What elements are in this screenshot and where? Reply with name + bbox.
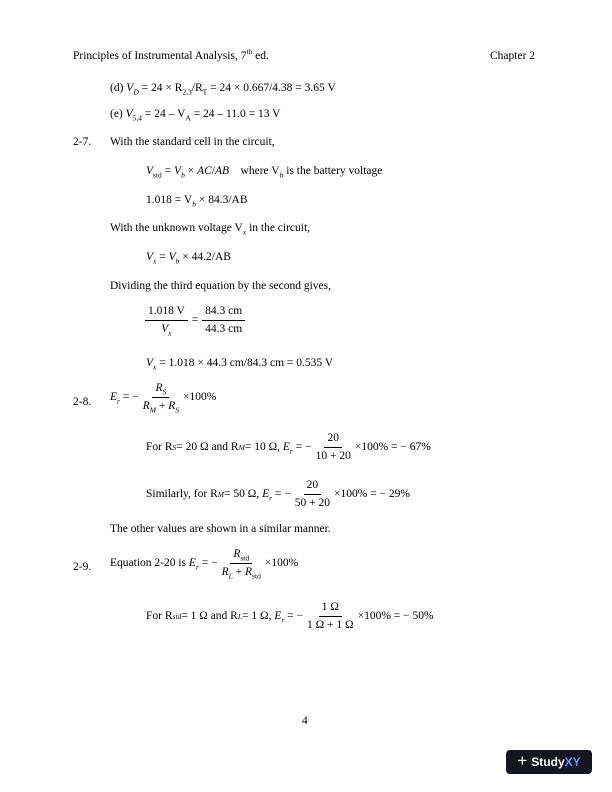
running-header-chapter: Chapter 2 (490, 50, 536, 62)
studyxy-badge[interactable] (506, 750, 592, 774)
equation-vstd: $V_{std} = V_b \times AC/AB$ where $V_b$ is the battery voltage (146, 165, 383, 180)
equation-battery: $1.018 = V_b \times 84.3/AB$ (146, 194, 248, 209)
part-d-line: (d) $V_D = 24 \times R_{2,3}/R_T = 24 \times 0.667/4.38 = 3.65$ V (110, 82, 336, 97)
dividing-text: Dividing the third equation by the second gives, (110, 280, 332, 292)
badge-study: Study (531, 754, 565, 769)
equation-vx: $V_x = V_b \times 44.2/AB$ (146, 251, 231, 266)
equation-2-20: Equation 2-20 is $E_r$ = − $\frac{R_{std}}{R_L + R_{std}}$ ×100% (110, 548, 299, 581)
result-vx: $V_x = 1.018 \times 44.3$ cm/84.3 cm = 0.535 V (146, 357, 334, 372)
other-values-note: The other values are shown in a similar manner. (110, 523, 331, 535)
running-header-title: Principles of Instrumental Analysis, 7th ed. (73, 47, 269, 62)
problem-2-9-number: 2-9. (73, 561, 92, 573)
problem-2-8-number: 2-8. (73, 396, 92, 408)
ratio-equation: $\frac{1.018 V}{V_x}$ = $\frac{84.3 cm}{44.3 cm}$ (144, 305, 246, 337)
part-e-line: (e) $V_{5,4} = 24 - V_A = 24 - 11.0 = 13$ V (110, 108, 281, 123)
badge-xy: XY (564, 754, 581, 769)
page-number: 4 (302, 715, 308, 727)
case-rs-20: For R S = 20 Ω and R M = 10 Ω, $E_r$ = − $\frac{20}{10 + 20}$ ×100% = − 67% (146, 432, 431, 462)
problem-2-7-intro: With the standard cell in the circuit, (110, 136, 275, 148)
unknown-voltage-intro: With the unknown voltage $V_x$ in the circuit, (110, 222, 311, 237)
case-rstd-1: For R std = 1 Ω and R L = 1 Ω, $E_r$ = − $\frac{1 \Omega}{1 \Omega + 1 \Omega}$ ×100% = − 50% (146, 601, 434, 631)
case-rm-50: Similarly, for R M = 50 Ω, $E_r$ = − $\frac{20}{50 + 20}$ ×100% = − 29% (146, 479, 410, 509)
problem-2-7-number: 2-7. (73, 136, 92, 148)
plus-icon: + (517, 750, 528, 770)
relative-error-equation: $E_r$ = − $\frac{R_S}{R_M + R_S}$ ×100% (110, 382, 217, 415)
